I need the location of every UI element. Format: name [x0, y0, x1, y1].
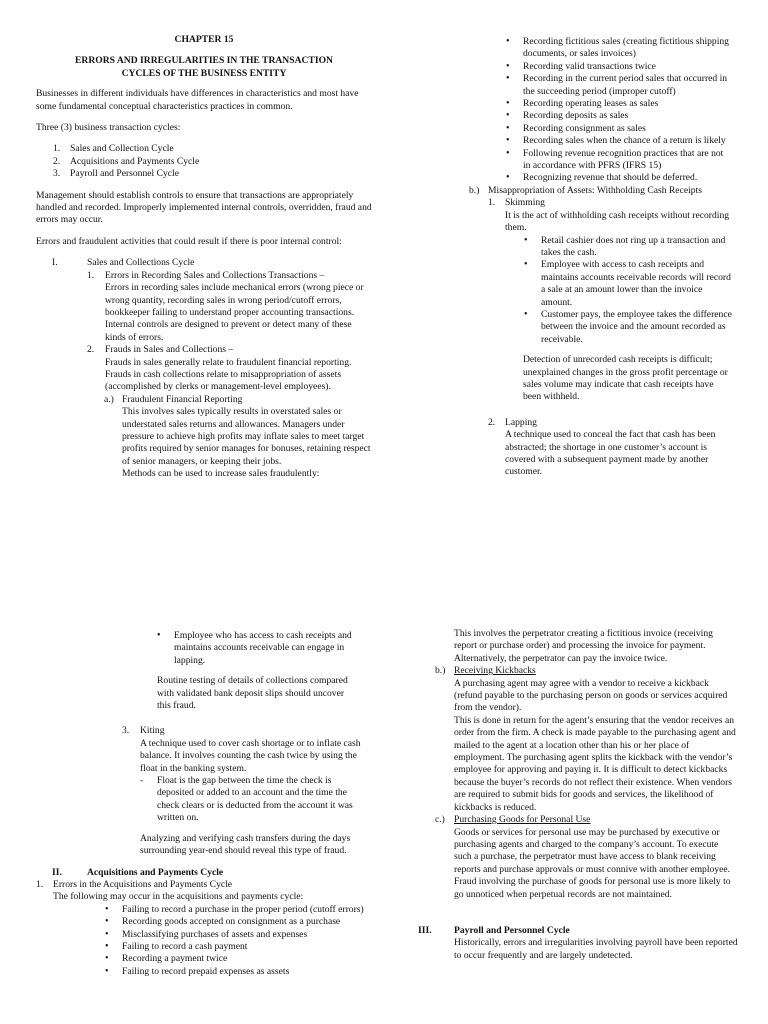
- item-letter: c.): [435, 814, 445, 826]
- float-text: Float is the gap between the time the check is deposited or added to an account and the time the check clears or is deducted from the account it was written on.: [157, 775, 353, 824]
- item-letter: b.): [469, 184, 480, 196]
- item-heading: Skimming: [505, 197, 545, 209]
- lapping-list: [156, 630, 361, 667]
- cycle-label: Acquisitions and Payments Cycle: [70, 155, 200, 167]
- page-2-left-column: [36, 630, 372, 978]
- cycle-number: 1.: [53, 143, 61, 155]
- chapter-title: [36, 55, 372, 80]
- method-list-item: • Recording sales when the chance of a return is likely: [505, 135, 731, 147]
- item-number: 1.: [87, 269, 95, 281]
- personal-use-item: [410, 814, 738, 901]
- item-body: A technique used to conceal the fact that cash has been abstracted; the shortage in one customer’s account is covered with a subsequent payment made by another customer.: [505, 429, 716, 478]
- acquisition-error-item: • Failing to record prepaid expenses as assets: [104, 966, 372, 978]
- item-body: A technique used to cover cash shortage or to inflate cash balance. It involves counting the cash twice by using the float in the banking system.: [140, 737, 361, 774]
- item-body: This involves sales typically results in overstated sales or understated sales returns and allowances. Managers under pressure to achieve high profits may inflate sales to meet target profits required by senior manages for bonuses, retaining respect of senior managers, or keeping their jobs.: [122, 406, 371, 467]
- acquisition-error-item: • Recording a payment twice: [104, 953, 372, 965]
- cycle-label: Sales and Collection Cycle: [70, 143, 174, 155]
- float-definition: [36, 775, 369, 825]
- item-b-misappropriation: [410, 185, 738, 197]
- skimming-list: [523, 235, 735, 347]
- kiting-item: [36, 725, 372, 775]
- method-list-item: • Recording operating leases as sales: [505, 98, 731, 110]
- page-2-right-column: [410, 628, 738, 962]
- page-1-right-column: [410, 36, 738, 479]
- method-list-item: • Recording in the current period sales that occurred in the succeeding period (improper cutoff): [505, 73, 731, 98]
- acquisition-error-item: • Misclassifying purchases of assets and expenses: [104, 929, 372, 941]
- kiting-detection: Analyzing and verifying cash transfers during the days surrounding year-end should reveal this type of fraud.: [140, 832, 351, 857]
- item-letter: a.): [104, 393, 114, 405]
- fictitious-invoice-text: This involves the perpetrator creating a fictitious invoice (receiving report or purchase order) and processing the invoice for payment. Alternatively, the perpetrator can pay the invoice twice.: [454, 628, 713, 664]
- skimming-detection: Detection of unrecorded cash receipts is difficult; unexplained changes in the gross profit percentage or sales volume may indicate that cash receipts have been withheld.: [523, 354, 728, 403]
- item-2-frauds: [36, 344, 372, 394]
- chapter-title-line-2: CYCLES OF THE BUSINESS ENTITY: [121, 67, 287, 79]
- management-paragraph: Management should establish controls to ensure that transactions are appropriately handled and recorded. Improperly implemented internal controls, overridden, fraud and errors may occur.: [36, 189, 372, 226]
- item-number: 2.: [87, 344, 95, 356]
- item-heading: Misappropriation of Assets: Withholding Cash Receipts: [488, 184, 702, 196]
- method-list-item: • Recording valid transactions twice: [505, 61, 731, 73]
- item-heading: Fraudulent Financial Reporting: [122, 393, 243, 405]
- cycle-label: Payroll and Personnel Cycle: [70, 168, 179, 180]
- errors-intro: Errors and fraudulent activities that could result if there is poor internal control:: [36, 235, 342, 247]
- item-body: Errors in recording sales include mechanical errors (wrong piece or wrong quantity, recording sales in wrong period/cutoff errors, bookkeeper failing to understand proper accounting transactions. Internal controls are designed to prevent or detect many of these kinds of errors.: [105, 282, 364, 343]
- chapter-title-line-1: ERRORS AND IRREGULARITIES IN THE TRANSACTION: [75, 55, 333, 67]
- item-number: 1.: [36, 878, 44, 890]
- section-1-heading: [36, 257, 372, 269]
- section-2-heading: [36, 867, 372, 879]
- item-body: Goods or services for personal use may be purchased by executive or purchasing agents and charged to the company’s account. To execute such a purchase, the perpetrator must have access to blank receiving reports and purchase approvals or must connive with another employee. Fraud involving the purchase of goods for personal use is more likely to go unnoticed when perpetual records are not maintained.: [454, 826, 731, 900]
- item-heading: Lapping: [505, 416, 537, 428]
- chapter-heading: CHAPTER 15: [174, 34, 234, 45]
- dash-marker: -: [140, 775, 144, 787]
- cycles-intro: Three (3) business transaction cycles:: [36, 122, 181, 134]
- cycles-list: [36, 143, 372, 180]
- item-heading: Frauds in Sales and Collections –: [105, 344, 234, 356]
- method-list-item: • Recording deposits as sales: [505, 110, 731, 122]
- methods-intro: Methods can be used to increase sales fraudulently:: [122, 468, 320, 480]
- document-page-2: [0, 622, 768, 1024]
- acquisition-error-item: • Failing to record a cash payment: [104, 941, 372, 953]
- item-a-fraudulent-reporting: [36, 394, 372, 481]
- item-number: 2.: [488, 416, 496, 428]
- item-heading: Receiving Kickbacks: [454, 665, 536, 677]
- cycle-item: [36, 143, 372, 155]
- item-heading: Errors in the Acquisitions and Payments Cycle: [53, 878, 233, 890]
- methods-list: [505, 36, 731, 185]
- item-letter: b.): [435, 665, 446, 677]
- cycle-number: 2.: [53, 155, 61, 167]
- skimming-item: [410, 197, 738, 234]
- lapping-detection: Routine testing of details of collections compared with validated bank deposit slips should uncover this fraud.: [157, 675, 348, 712]
- skimming-list-item: • Employee with access to cash receipts and maintains accounts receivable records will record a sale at an amount lower than the invoice amount.: [523, 259, 735, 309]
- cycle-item: [36, 168, 372, 180]
- item-body: It is the act of withholding cash receipts without recording them.: [505, 209, 730, 234]
- cycle-number: 3.: [53, 168, 61, 180]
- item-body-continued: This is done in return for the agent’s ensuring that the vendor receives an order from the firm. A check is made payable to the purchasing agent and mailed to the agent at a location other than his or her place of employment. The purchasing agent splits the kickback with the vendor’s employee for approving and paying it. It is difficult to detect kickbacks because the buyer’s records do not reflect their existence. When vendors are required to submit bids for goods and services, the likelihood of kickbacks is reduced.: [454, 714, 736, 813]
- skimming-list-item: • Customer pays, the employee takes the difference between the invoice and the amount recorded as receivable.: [523, 309, 735, 346]
- lapping-list-item: • Employee who has access to cash receipts and maintains accounts receivable can engage in lapping.: [156, 630, 361, 667]
- method-list-item: • Following revenue recognition practices that are not in accordance with PFRS (IFRS 15): [505, 148, 731, 173]
- acquisition-error-item: • Failing to record a purchase in the proper period (cutoff errors): [104, 904, 372, 916]
- item-heading: Errors in Recording Sales and Collections Transactions –: [105, 269, 325, 281]
- skimming-list-item: • Retail cashier does not ring up a transaction and takes the cash.: [523, 235, 735, 260]
- section-2-title: Acquisitions and Payments Cycle: [87, 866, 224, 878]
- acquisition-error-item: • Recording goods accepted on consignment as a purchase: [104, 916, 372, 928]
- item-body: The following may occur in the acquisitions and payments cycle:: [53, 891, 304, 903]
- cycle-item: [36, 156, 372, 168]
- lapping-item: [410, 417, 738, 479]
- item-body: A purchasing agent may agree with a vendor to receive a kickback (refund payable to the purchasing person on goods or services acquired from the vendor).: [454, 677, 728, 714]
- section-3-title: Payroll and Personnel Cycle: [454, 924, 570, 936]
- acquisitions-errors-list: [104, 904, 372, 978]
- section-3-number: III.: [418, 924, 432, 936]
- section-3: [410, 925, 738, 962]
- item-heading: Kiting: [140, 725, 165, 737]
- item-number: 3.: [122, 725, 130, 737]
- item-body: Frauds in sales generally relate to fraudulent financial reporting. Frauds in cash collections relate to misappropriation of assets (accomplished by clerks or management-level employees).: [105, 356, 352, 393]
- page-1-left-column: [36, 34, 372, 481]
- method-list-item: • Recording consignment as sales: [505, 123, 731, 135]
- section-1-title: Sales and Collections Cycle: [87, 257, 195, 269]
- method-list-item: • Recording fictitious sales (creating fictitious shipping documents, or sales invoices): [505, 36, 731, 61]
- item-heading: Purchasing Goods for Personal Use: [454, 814, 591, 826]
- intro-paragraph: Businesses in different individuals have differences in characteristics and most have some fundamental conceptual characteristics practices in common.: [36, 88, 359, 112]
- method-list-item: • Recognizing revenue that should be deferred.: [505, 172, 731, 184]
- section-3-body: Historically, errors and irregularities involving payroll have been reported to occur frequently and are largely undetected.: [454, 937, 738, 961]
- item-number: 1.: [488, 197, 496, 209]
- section-2-number: II.: [52, 866, 62, 878]
- acquisitions-errors-item: [36, 879, 372, 904]
- kickbacks-item: [410, 665, 738, 814]
- section-1-number: I.: [52, 257, 58, 269]
- item-1-errors-recording: [36, 270, 372, 344]
